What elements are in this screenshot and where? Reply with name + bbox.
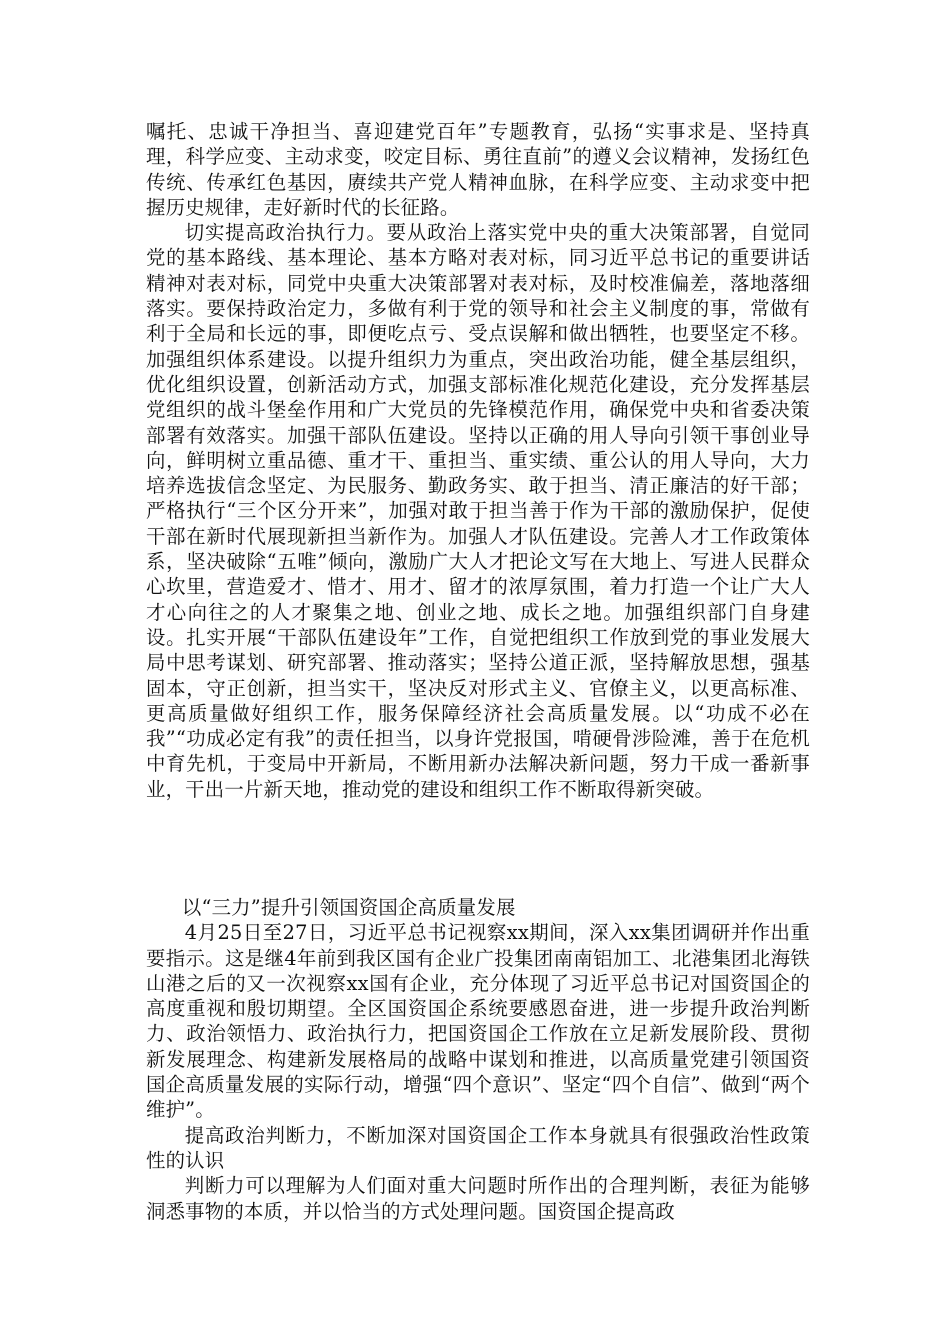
paragraph-political-execution: 切实提高政治执行力。要从政治上落实党中央的重大决策部署，自觉同党的基本路线、基本理论、基本方略对表对标，同习近平总书记的重要讲话精神对表对标，同党中央重大决策部署对表对标，及时校准偏差，落地落细落实。要保持政治定力，多做有利于党的领导和社会主义制度的事，常做有利于全局和长远的事，即便吃点亏、受点误解和做出牺牲，也要坚定不移。加强组织体系建设。以提升组织力为重点，突出政治功能，健全基层组织，优化组织设置，创新活动方式，加强支部标准化规范化建设，充分发挥基层党组织的战斗堡垒作用和广大党员的先锋模范作用，确保党中央和省委决策部署有效落实。加强干部队伍建设。坚持以正确的用人导向引领干事创业导向，鲜明树立重品德、重才干、重担当、重实绩、重公认的用人导向，大力培养选拔信念坚定、为民服务、勤政务实、敢于担当、清正廉洁的好干部；严格执行“三个区分开来”，加强对敢于担当善于作为干部的激励保护，促使干部在新时代展现新担当新作为。加强人才队伍建设。完善人才工作政策体系，坚决破除“五唯”倾向，激励广大人才把论文写在大地上、写进人民群众心坎里，营造爱才、惜才、用才、留才的浓厚氛围，着力打造一个让广大人才心向往之的人才聚集之地、创业之地、成长之地。加强组织部门自身建设。扎实开展“干部队伍建设年”工作，自觉把组织工作放到党的事业发展大局中思考谋划、研究部署、推动落实；坚持公道正派，坚持解放思想，强基固本，守正创新，担当实干，坚决反对形式主义、官僚主义，以更高标准、更高质量做好组织工作，服务保障经济社会高质量发展。以“功成不必在我”“功成必定有我”的责任担当，以身许党报国，啃硬骨涉险滩，善于在危机中育先机，于变局中开新局，不断用新办法解决新问题，努力干成一番新事业，干出一片新天地，推动党的建设和组织工作不断取得新突破。 bbox=[146, 221, 810, 801]
paragraph-judgment-heading: 提高政治判断力，不断加深对国资国企工作本身就具有很强政治性政策性的认识 bbox=[146, 1123, 810, 1172]
section-1 bbox=[146, 119, 810, 802]
section-title: 以“三力”提升引领国资国企高质量发展 bbox=[181, 896, 516, 919]
paragraph-continuation: 嘱托、忠诚干净担当、喜迎建党百年”专题教育，弘扬“实事求是、坚持真理，科学应变、主动求变，咬定目标、勇往直前”的遵义会议精神，发扬红色传统、传承红色基因，赓续共产党人精神血脉，在科学应变、主动求变中把握历史规律，走好新时代的长征路。 bbox=[146, 120, 810, 219]
paragraph-inspection: 4月25日至27日，习近平总书记视察xx期间，深入xx集团调研并作出重要指示。这是继4年前到我区国有企业广投集团南南铝加工、北港集团北海铁山港之后的又一次视察xx国有企业，充分体现了习近平总书记对国资国企的高度重视和殷切期望。全区国资国企系统要感恩奋进，进一步提升政治判断力、政治领悟力、政治执行力，把国资国企工作放在立足新发展阶段、贯彻新发展理念、构建新发展格局的战略中谋划和推进，以高质量党建引领国资国企高质量发展的实际行动，增强“四个意识”、坚定“四个自信”、做到“两个维护”。 bbox=[146, 921, 810, 1122]
paragraph-judgment-definition: 判断力可以理解为人们面对重大问题时所作出的合理判断，表征为能够洞悉事物的本质，并以恰当的方式处理问题。国资国企提高政 bbox=[146, 1174, 810, 1223]
section-2 bbox=[146, 895, 810, 1224]
